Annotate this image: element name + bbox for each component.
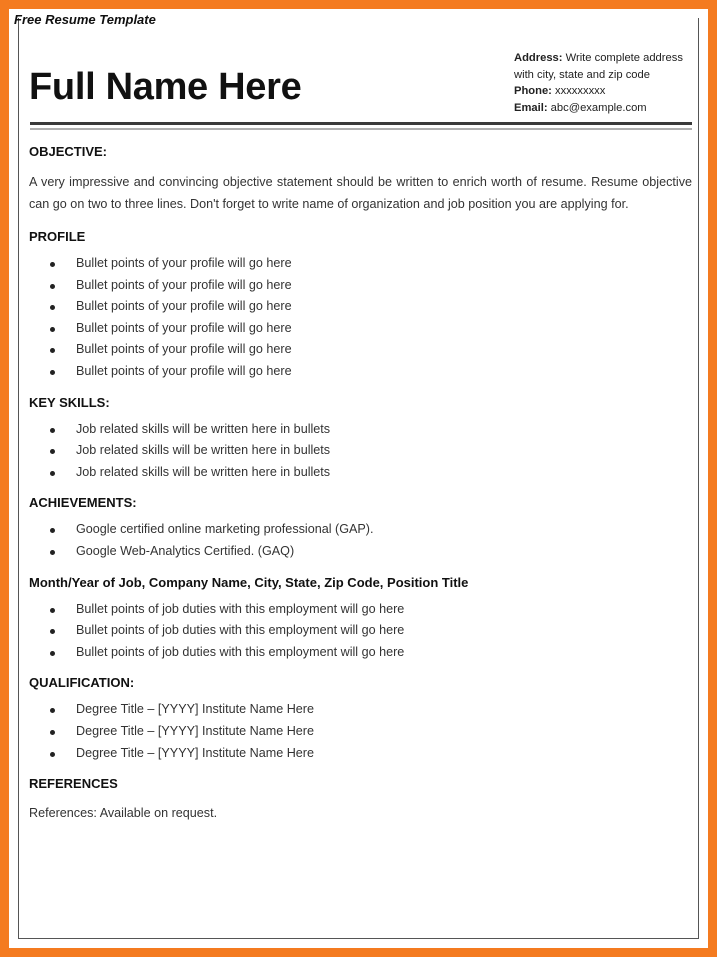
achievements-title: ACHIEVEMENTS: [29,495,137,511]
list-item: Job related skills will be written here in bullets [29,462,692,484]
qualification-title: QUALIFICATION: [29,675,135,691]
address-label: Address: [514,52,563,64]
references-text: References: Available on request. [29,806,218,821]
list-item: Degree Title – [YYYY] Institute Name Here [29,699,692,721]
list-item: Bullet points of your profile will go here [29,253,692,275]
achievements-list [29,519,692,562]
key-skills-title: KEY SKILLS: [29,394,110,410]
list-item: Bullet points of your profile will go here [29,275,692,297]
list-item: Google Web-Analytics Certified. (GAQ) [29,541,692,563]
job-title: Month/Year of Job, Company Name, City, State, Zip Code, Position Title [29,574,469,590]
list-item: Job related skills will be written here in bullets [29,419,692,441]
list-item: Degree Title – [YYYY] Institute Name Here [29,721,692,743]
address-line [514,50,704,83]
profile-list [29,253,692,383]
contact-block [514,50,704,116]
job-duties-list [29,599,692,664]
list-item: Bullet points of your profile will go here [29,296,692,318]
key-skills-list [29,419,692,484]
header-divider-thin [30,128,692,130]
email-line [514,100,704,117]
profile-title: PROFILE [29,229,86,244]
qualification-list [29,699,692,764]
email-label: Email: [514,101,548,114]
phone-value: xxxxxxxxx [551,85,606,97]
list-item: Degree Title – [YYYY] Institute Name Here [29,743,692,765]
objective-title: OBJECTIVE: [29,144,108,159]
list-item: Bullet points of job duties with this employment will go here [29,599,692,621]
list-item: Bullet points of job duties with this employment will go here [29,642,692,664]
objective-text: A very impressive and convincing objective statement should be written to enrich worth of resume. Resume objective can go on two to three lines. Don't forget to write name of organization and job position you are applying for. [29,175,692,211]
template-label: Free Resume Template [14,12,156,27]
list-item: Bullet points of your profile will go here [29,339,692,361]
list-item: Bullet points of your profile will go here [29,361,692,383]
phone-line [514,83,704,100]
list-item: Bullet points of your profile will go here [29,318,692,340]
full-name-heading: Full Name Here [29,66,302,108]
list-item: Job related skills will be written here in bullets [29,440,692,462]
resume-body [29,142,692,820]
email-value: abc@example.com [547,101,647,114]
list-item: Bullet points of job duties with this employment will go here [29,620,692,642]
address-value: Write complete address with city, state and zip code [514,52,683,81]
references-title: REFERENCES [29,776,118,792]
header-divider-thick [30,122,692,125]
list-item: Google certified online marketing professional (GAP). [29,519,692,541]
phone-label: Phone: [514,85,552,97]
